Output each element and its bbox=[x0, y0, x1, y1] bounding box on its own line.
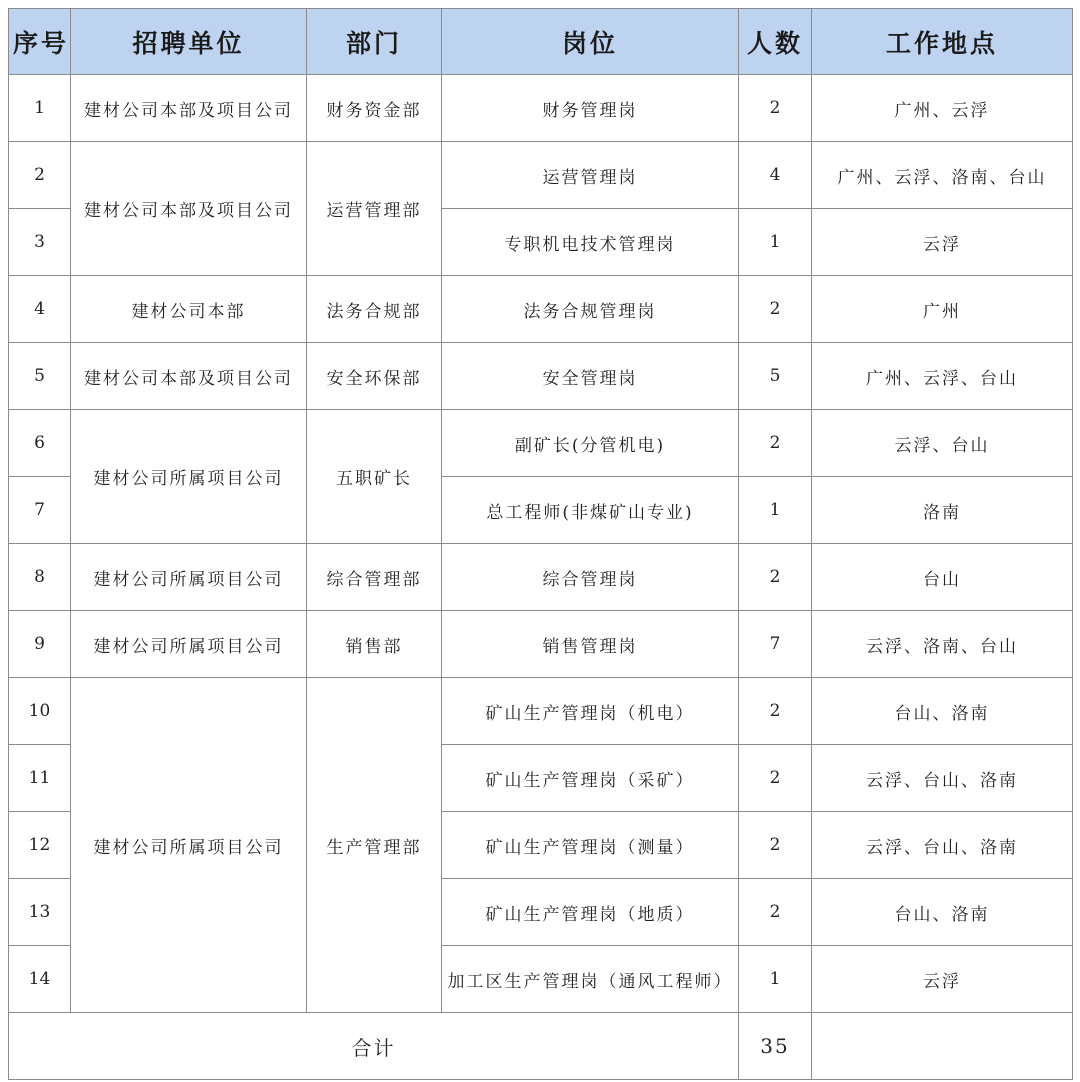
header-serial: 序号 bbox=[9, 9, 71, 75]
cell-location: 云浮 bbox=[812, 946, 1073, 1013]
cell-serial: 9 bbox=[9, 611, 71, 678]
cell-serial: 11 bbox=[9, 745, 71, 812]
cell-unit: 建材公司本部及项目公司 bbox=[71, 343, 307, 410]
table-row bbox=[9, 142, 1073, 209]
cell-serial: 5 bbox=[9, 343, 71, 410]
header-location: 工作地点 bbox=[812, 9, 1073, 75]
cell-location: 云浮 bbox=[812, 209, 1073, 276]
header-department: 部门 bbox=[307, 9, 442, 75]
cell-unit: 建材公司本部及项目公司 bbox=[71, 142, 307, 276]
cell-position: 财务管理岗 bbox=[442, 75, 739, 142]
cell-serial: 10 bbox=[9, 678, 71, 745]
cell-unit: 建材公司所属项目公司 bbox=[71, 410, 307, 544]
cell-count: 2 bbox=[739, 745, 812, 812]
cell-serial: 13 bbox=[9, 879, 71, 946]
table-row bbox=[9, 611, 1073, 678]
cell-position: 运营管理岗 bbox=[442, 142, 739, 209]
table-row bbox=[9, 678, 1073, 745]
cell-unit: 建材公司所属项目公司 bbox=[71, 678, 307, 1013]
header-row bbox=[9, 9, 1073, 75]
cell-count: 2 bbox=[739, 544, 812, 611]
cell-location: 云浮、台山、洛南 bbox=[812, 745, 1073, 812]
cell-location: 广州、云浮、洛南、台山 bbox=[812, 142, 1073, 209]
cell-department: 五职矿长 bbox=[307, 410, 442, 544]
cell-position: 矿山生产管理岗（测量） bbox=[442, 812, 739, 879]
cell-count: 2 bbox=[739, 879, 812, 946]
cell-location: 广州 bbox=[812, 276, 1073, 343]
cell-count: 5 bbox=[739, 343, 812, 410]
cell-serial: 1 bbox=[9, 75, 71, 142]
cell-count: 1 bbox=[739, 946, 812, 1013]
cell-position: 矿山生产管理岗（机电） bbox=[442, 678, 739, 745]
table-row bbox=[9, 276, 1073, 343]
cell-unit: 建材公司所属项目公司 bbox=[71, 544, 307, 611]
table-row bbox=[9, 343, 1073, 410]
cell-position: 法务合规管理岗 bbox=[442, 276, 739, 343]
cell-department: 综合管理部 bbox=[307, 544, 442, 611]
cell-count: 2 bbox=[739, 410, 812, 477]
cell-count: 2 bbox=[739, 678, 812, 745]
cell-department: 销售部 bbox=[307, 611, 442, 678]
cell-position: 总工程师(非煤矿山专业) bbox=[442, 477, 739, 544]
cell-serial: 6 bbox=[9, 410, 71, 477]
cell-serial: 7 bbox=[9, 477, 71, 544]
total-count: 35 bbox=[739, 1013, 812, 1080]
cell-location: 广州、云浮、台山 bbox=[812, 343, 1073, 410]
cell-count: 7 bbox=[739, 611, 812, 678]
cell-department: 运营管理部 bbox=[307, 142, 442, 276]
cell-position: 副矿长(分管机电) bbox=[442, 410, 739, 477]
cell-count: 1 bbox=[739, 209, 812, 276]
cell-location: 台山、洛南 bbox=[812, 678, 1073, 745]
cell-location: 云浮、台山、洛南 bbox=[812, 812, 1073, 879]
cell-count: 4 bbox=[739, 142, 812, 209]
cell-position: 矿山生产管理岗（采矿） bbox=[442, 745, 739, 812]
cell-department: 财务资金部 bbox=[307, 75, 442, 142]
total-row bbox=[9, 1013, 1073, 1080]
cell-location: 云浮、台山 bbox=[812, 410, 1073, 477]
cell-location: 云浮、洛南、台山 bbox=[812, 611, 1073, 678]
cell-department: 生产管理部 bbox=[307, 678, 442, 1013]
cell-position: 综合管理岗 bbox=[442, 544, 739, 611]
header-position: 岗位 bbox=[442, 9, 739, 75]
cell-location: 广州、云浮 bbox=[812, 75, 1073, 142]
header-unit: 招聘单位 bbox=[71, 9, 307, 75]
cell-serial: 2 bbox=[9, 142, 71, 209]
cell-location: 台山 bbox=[812, 544, 1073, 611]
cell-serial: 4 bbox=[9, 276, 71, 343]
cell-count: 2 bbox=[739, 75, 812, 142]
cell-count: 2 bbox=[739, 812, 812, 879]
cell-serial: 3 bbox=[9, 209, 71, 276]
cell-position: 安全管理岗 bbox=[442, 343, 739, 410]
table-row bbox=[9, 410, 1073, 477]
table-row bbox=[9, 75, 1073, 142]
cell-count: 1 bbox=[739, 477, 812, 544]
total-label: 合计 bbox=[9, 1013, 739, 1080]
total-location-empty bbox=[812, 1013, 1073, 1080]
cell-serial: 12 bbox=[9, 812, 71, 879]
cell-serial: 8 bbox=[9, 544, 71, 611]
cell-position: 加工区生产管理岗（通风工程师） bbox=[442, 946, 739, 1013]
cell-department: 安全环保部 bbox=[307, 343, 442, 410]
cell-location: 台山、洛南 bbox=[812, 879, 1073, 946]
cell-count: 2 bbox=[739, 276, 812, 343]
cell-location: 洛南 bbox=[812, 477, 1073, 544]
header-count: 人数 bbox=[739, 9, 812, 75]
cell-position: 销售管理岗 bbox=[442, 611, 739, 678]
recruitment-table bbox=[8, 8, 1073, 1080]
table-row bbox=[9, 544, 1073, 611]
cell-department: 法务合规部 bbox=[307, 276, 442, 343]
cell-position: 矿山生产管理岗（地质） bbox=[442, 879, 739, 946]
cell-position: 专职机电技术管理岗 bbox=[442, 209, 739, 276]
cell-serial: 14 bbox=[9, 946, 71, 1013]
cell-unit: 建材公司本部及项目公司 bbox=[71, 75, 307, 142]
cell-unit: 建材公司本部 bbox=[71, 276, 307, 343]
cell-unit: 建材公司所属项目公司 bbox=[71, 611, 307, 678]
